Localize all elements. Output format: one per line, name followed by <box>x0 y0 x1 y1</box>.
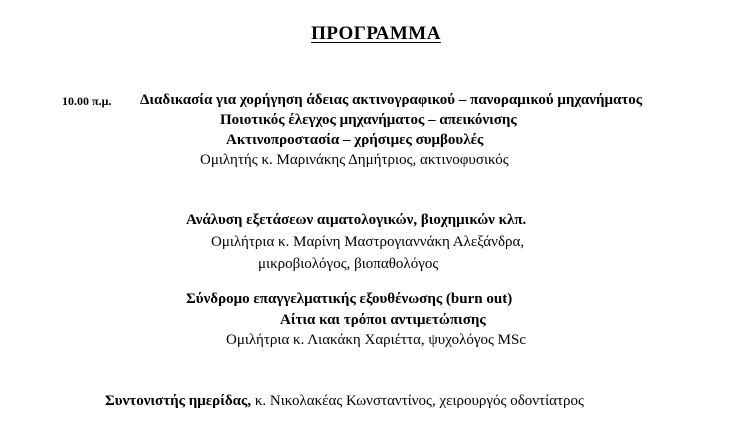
coordinator-line <box>105 394 584 409</box>
page-title: ΠΡΟΓΡΑΜΜΑ <box>311 23 441 44</box>
session3-speaker: Ομιλήτρια κ. Λιακάκη Χαριέττα, ψυχολόγος MSc <box>226 332 526 348</box>
session-time: 10.00 π.μ. <box>62 94 112 108</box>
coordinator-name: κ. Νικολακέας Κωνσταντίνος, χειρουργός οδοντίατρος <box>251 393 584 409</box>
session3-topic-line1: Σύνδρομο επαγγελματικής εξουθένωσης (burn out) <box>186 291 513 307</box>
session1-topic-line2: Ποιοτικός έλεγχος μηχανήματος – απεικόνισης <box>220 112 517 128</box>
session3-topic-line2: Αίτια και τρόποι αντιμετώπισης <box>280 312 486 328</box>
session1-speaker: Ομιλητής κ. Μαρινάκης Δημήτριος, ακτινοφυσικός <box>200 152 509 168</box>
session1-topic-line1: Διαδικασία για χορήγηση άδειας ακτινογραφικού – πανοραμικού μηχανήματος <box>140 92 643 108</box>
session2-speaker-line1: Ομιλήτρια κ. Μαρίνη Μαστρογιαννάκη Αλεξάνδρα, <box>211 234 525 250</box>
session2-topic: Ανάλυση εξετάσεων αιματολογικών, βιοχημικών κλπ. <box>186 212 527 228</box>
coordinator-label: Συντονιστής ημερίδας, <box>105 393 252 409</box>
session2-speaker-line2: μικροβιολόγος, βιοπαθολόγος <box>258 256 439 272</box>
session1-topic-line3: Ακτινοπροστασία – χρήσιμες συμβουλές <box>226 132 484 148</box>
